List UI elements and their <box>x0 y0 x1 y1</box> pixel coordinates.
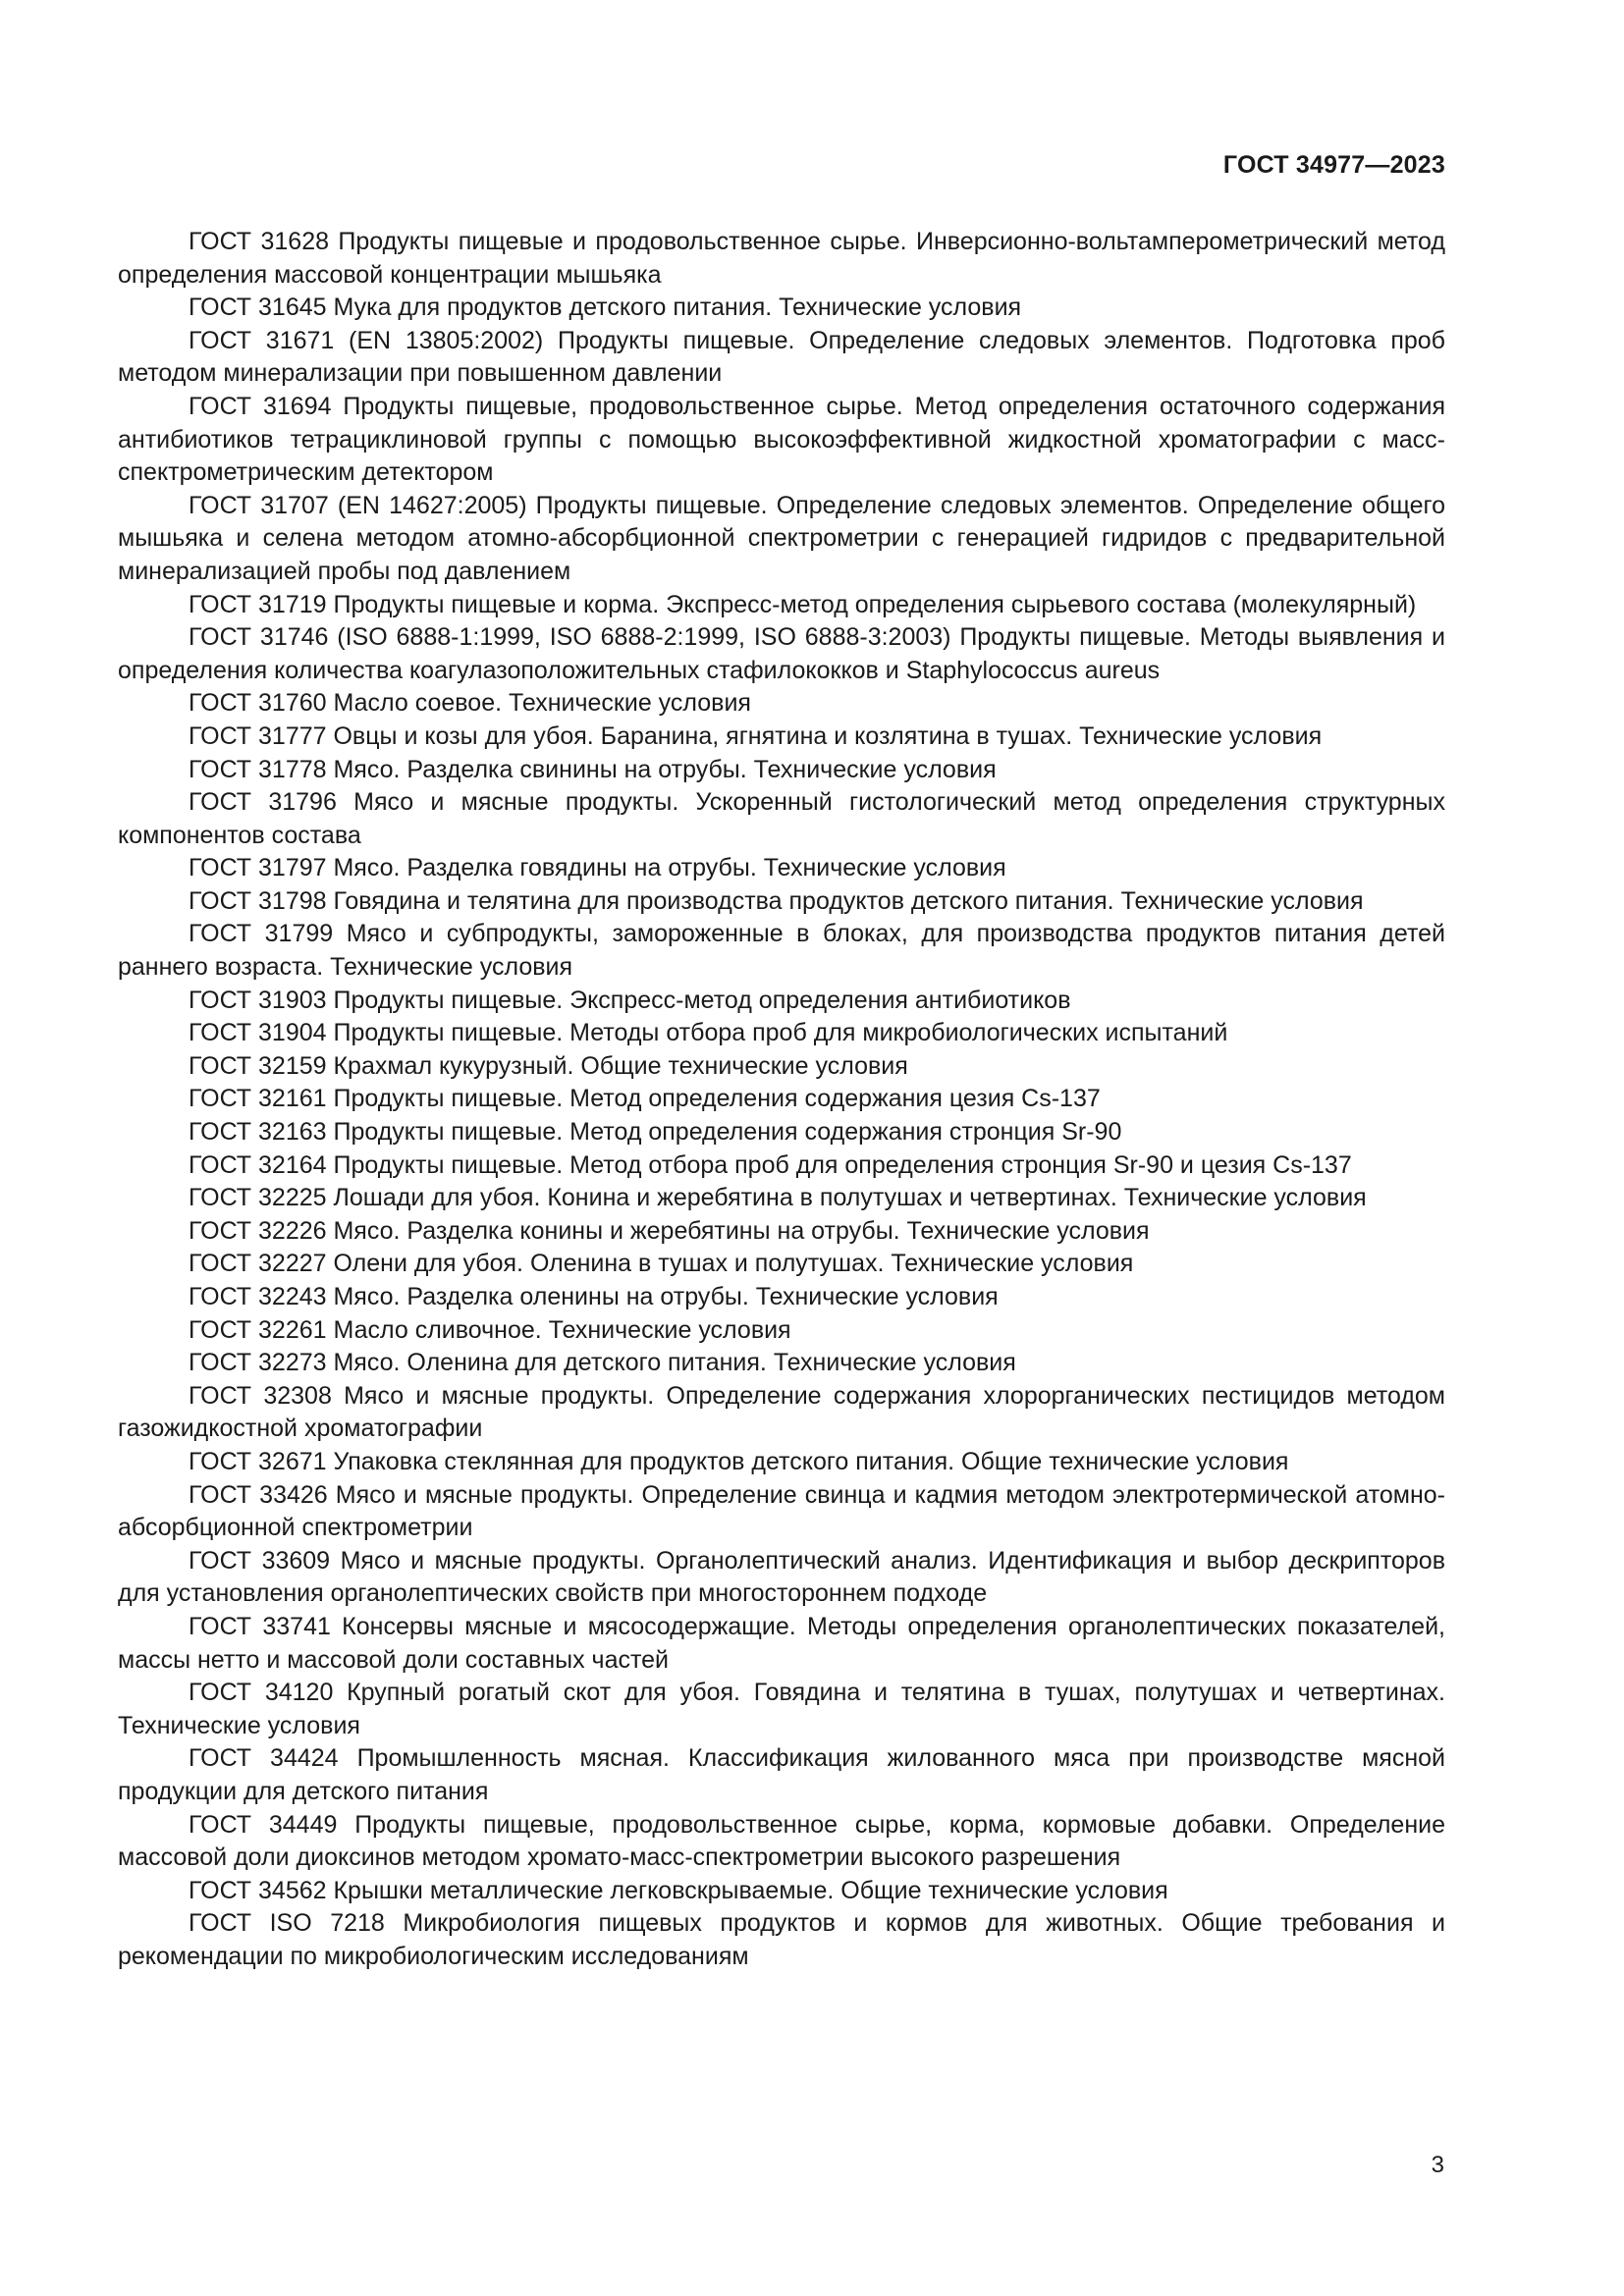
reference-item: ГОСТ 32308 Мясо и мясные продукты. Определение содержания хлорорганических пестицидов методом газожидкостной хроматографии <box>118 1381 1445 1443</box>
reference-item: ГОСТ 32261 Масло сливочное. Технические условия <box>189 1315 791 1344</box>
reference-item: ГОСТ 32243 Мясо. Разделка оленины на отрубы. Технические условия <box>189 1283 999 1310</box>
reference-item: ГОСТ 33741 Консервы мясные и мясосодержащие. Методы определения органолептических показателей, массы нетто и массовой доли составных частей <box>118 1612 1445 1674</box>
reference-item: ГОСТ 32227 Олени для убоя. Оленина в тушах и полутушах. Технические условия <box>189 1250 1134 1278</box>
reference-item: ГОСТ 32225 Лошади для убоя. Конина и жеребятина в полутушах и четвертинах. Технические условия <box>189 1184 1367 1212</box>
reference-item: ГОСТ 31746 (ISO 6888-1:1999, ISO 6888-2:1999, ISO 6888-3:2003) Продукты пищевые. Методы выявления и определения количества коагулазоположительных стафилококков и Staphylococcus aureus <box>118 623 1445 684</box>
reference-item: ГОСТ 31645 Мука для продуктов детского питания. Технические условия <box>189 294 1022 322</box>
reference-item: ГОСТ 34449 Продукты пищевые, продовольственное сырье, корма, кормовые добавки. Определение массовой доли диоксинов методом хромато-масс-спектрометрии высокого разрешения <box>118 1810 1445 1872</box>
standard-header: ГОСТ 34977—2023 <box>1222 151 1445 179</box>
reference-item: ГОСТ 31777 Овцы и козы для убоя. Баранина, ягнятина и козлятина в тушах. Технические условия <box>189 721 1323 750</box>
reference-item: ГОСТ 34562 Крышки металлические легковскрываемые. Общие технические условия <box>189 1876 1168 1904</box>
reference-item: ГОСТ 31760 Масло соевое. Технические условия <box>189 689 751 718</box>
reference-item: ГОСТ 31798 Говядина и телятина для производства продуктов детского питания. Технические условия <box>189 886 1364 915</box>
reference-item: ГОСТ 31719 Продукты пищевые и корма. Экспресс-метод определения сырьевого состава (молекулярный) <box>189 590 1417 618</box>
reference-item: ГОСТ ISO 7218 Микробиология пищевых продуктов и кормов для животных. Общие требования и рекомендации по микробиологическим исследованиям <box>118 1909 1445 1970</box>
reference-item: ГОСТ 32161 Продукты пищевые. Метод определения содержания цезия Cs-137 <box>189 1085 1101 1113</box>
reference-item: ГОСТ 31904 Продукты пищевые. Методы отбора проб для микробиологических испытаний <box>189 1019 1228 1047</box>
reference-item: ГОСТ 31707 (EN 14627:2005) Продукты пищевые. Определение следовых элементов. Определение общего мышьяка и селена методом атомно-абсорбционной спектрометрии с генерацией гидридов с предварительной минерализацией пробы под давлением <box>118 491 1445 585</box>
reference-item: ГОСТ 31799 Мясо и субпродукты, замороженные в блоках, для производства продуктов питания детей раннего возраста. Технические условия <box>118 920 1445 982</box>
page-number: 3 <box>1431 2152 1444 2178</box>
reference-item: ГОСТ 34120 Крупный рогатый скот для убоя. Говядина и телятина в тушах, полутушах и четвертинах. Технические условия <box>118 1679 1445 1739</box>
reference-item: ГОСТ 32226 Мясо. Разделка конины и жеребятины на отрубы. Технические условия <box>189 1216 1150 1245</box>
reference-item: ГОСТ 32164 Продукты пищевые. Метод отбора проб для определения стронция Sr-90 и цезия Cs-137 <box>189 1150 1352 1179</box>
reference-item: ГОСТ 32273 Мясо. Оленина для детского питания. Технические условия <box>189 1349 1016 1377</box>
reference-item: ГОСТ 33426 Мясо и мясные продукты. Определение свинца и кадмия методом электротермической атомно-абсорбционной спектрометрии <box>118 1480 1445 1542</box>
reference-item: ГОСТ 31903 Продукты пищевые. Экспресс-метод определения антибиотиков <box>189 986 1071 1014</box>
reference-item: ГОСТ 31797 Мясо. Разделка говядины на отрубы. Технические условия <box>189 854 1006 882</box>
reference-item: ГОСТ 32159 Крахмал кукурузный. Общие технические условия <box>189 1051 908 1080</box>
reference-item: ГОСТ 31796 Мясо и мясные продукты. Ускоренный гистологический метод определения структурных компонентов состава <box>118 788 1445 849</box>
reference-item: ГОСТ 31628 Продукты пищевые и продовольственное сырье. Инверсионно-вольтамперометрический метод определения массовой концентрации мышьяка <box>118 228 1445 289</box>
reference-item: ГОСТ 31694 Продукты пищевые, продовольственное сырье. Метод определения остаточного содержания антибиотиков тетрациклиновой группы с помощью высокоэффективной жидкостной хроматографии с масс-спектрометрическим детектором <box>118 392 1445 487</box>
reference-item: ГОСТ 34424 Промышленность мясная. Классификация жилованного мяса при производстве мясной продукции для детского питания <box>118 1744 1445 1805</box>
reference-item: ГОСТ 33609 Мясо и мясные продукты. Органолептический анализ. Идентификация и выбор дескрипторов для установления органолептических свойств при многостороннем подходе <box>118 1546 1445 1608</box>
normative-references-list <box>118 226 1445 1973</box>
reference-item: ГОСТ 32671 Упаковка стеклянная для продуктов детского питания. Общие технические условия <box>189 1447 1289 1475</box>
reference-item: ГОСТ 32163 Продукты пищевые. Метод определения содержания стронция Sr-90 <box>189 1118 1122 1147</box>
reference-item: ГОСТ 31778 Мясо. Разделка свинины на отрубы. Технические условия <box>189 755 997 783</box>
reference-item: ГОСТ 31671 (EN 13805:2002) Продукты пищевые. Определение следовых элементов. Подготовка проб методом минерализации при повышенном давлении <box>118 326 1445 388</box>
